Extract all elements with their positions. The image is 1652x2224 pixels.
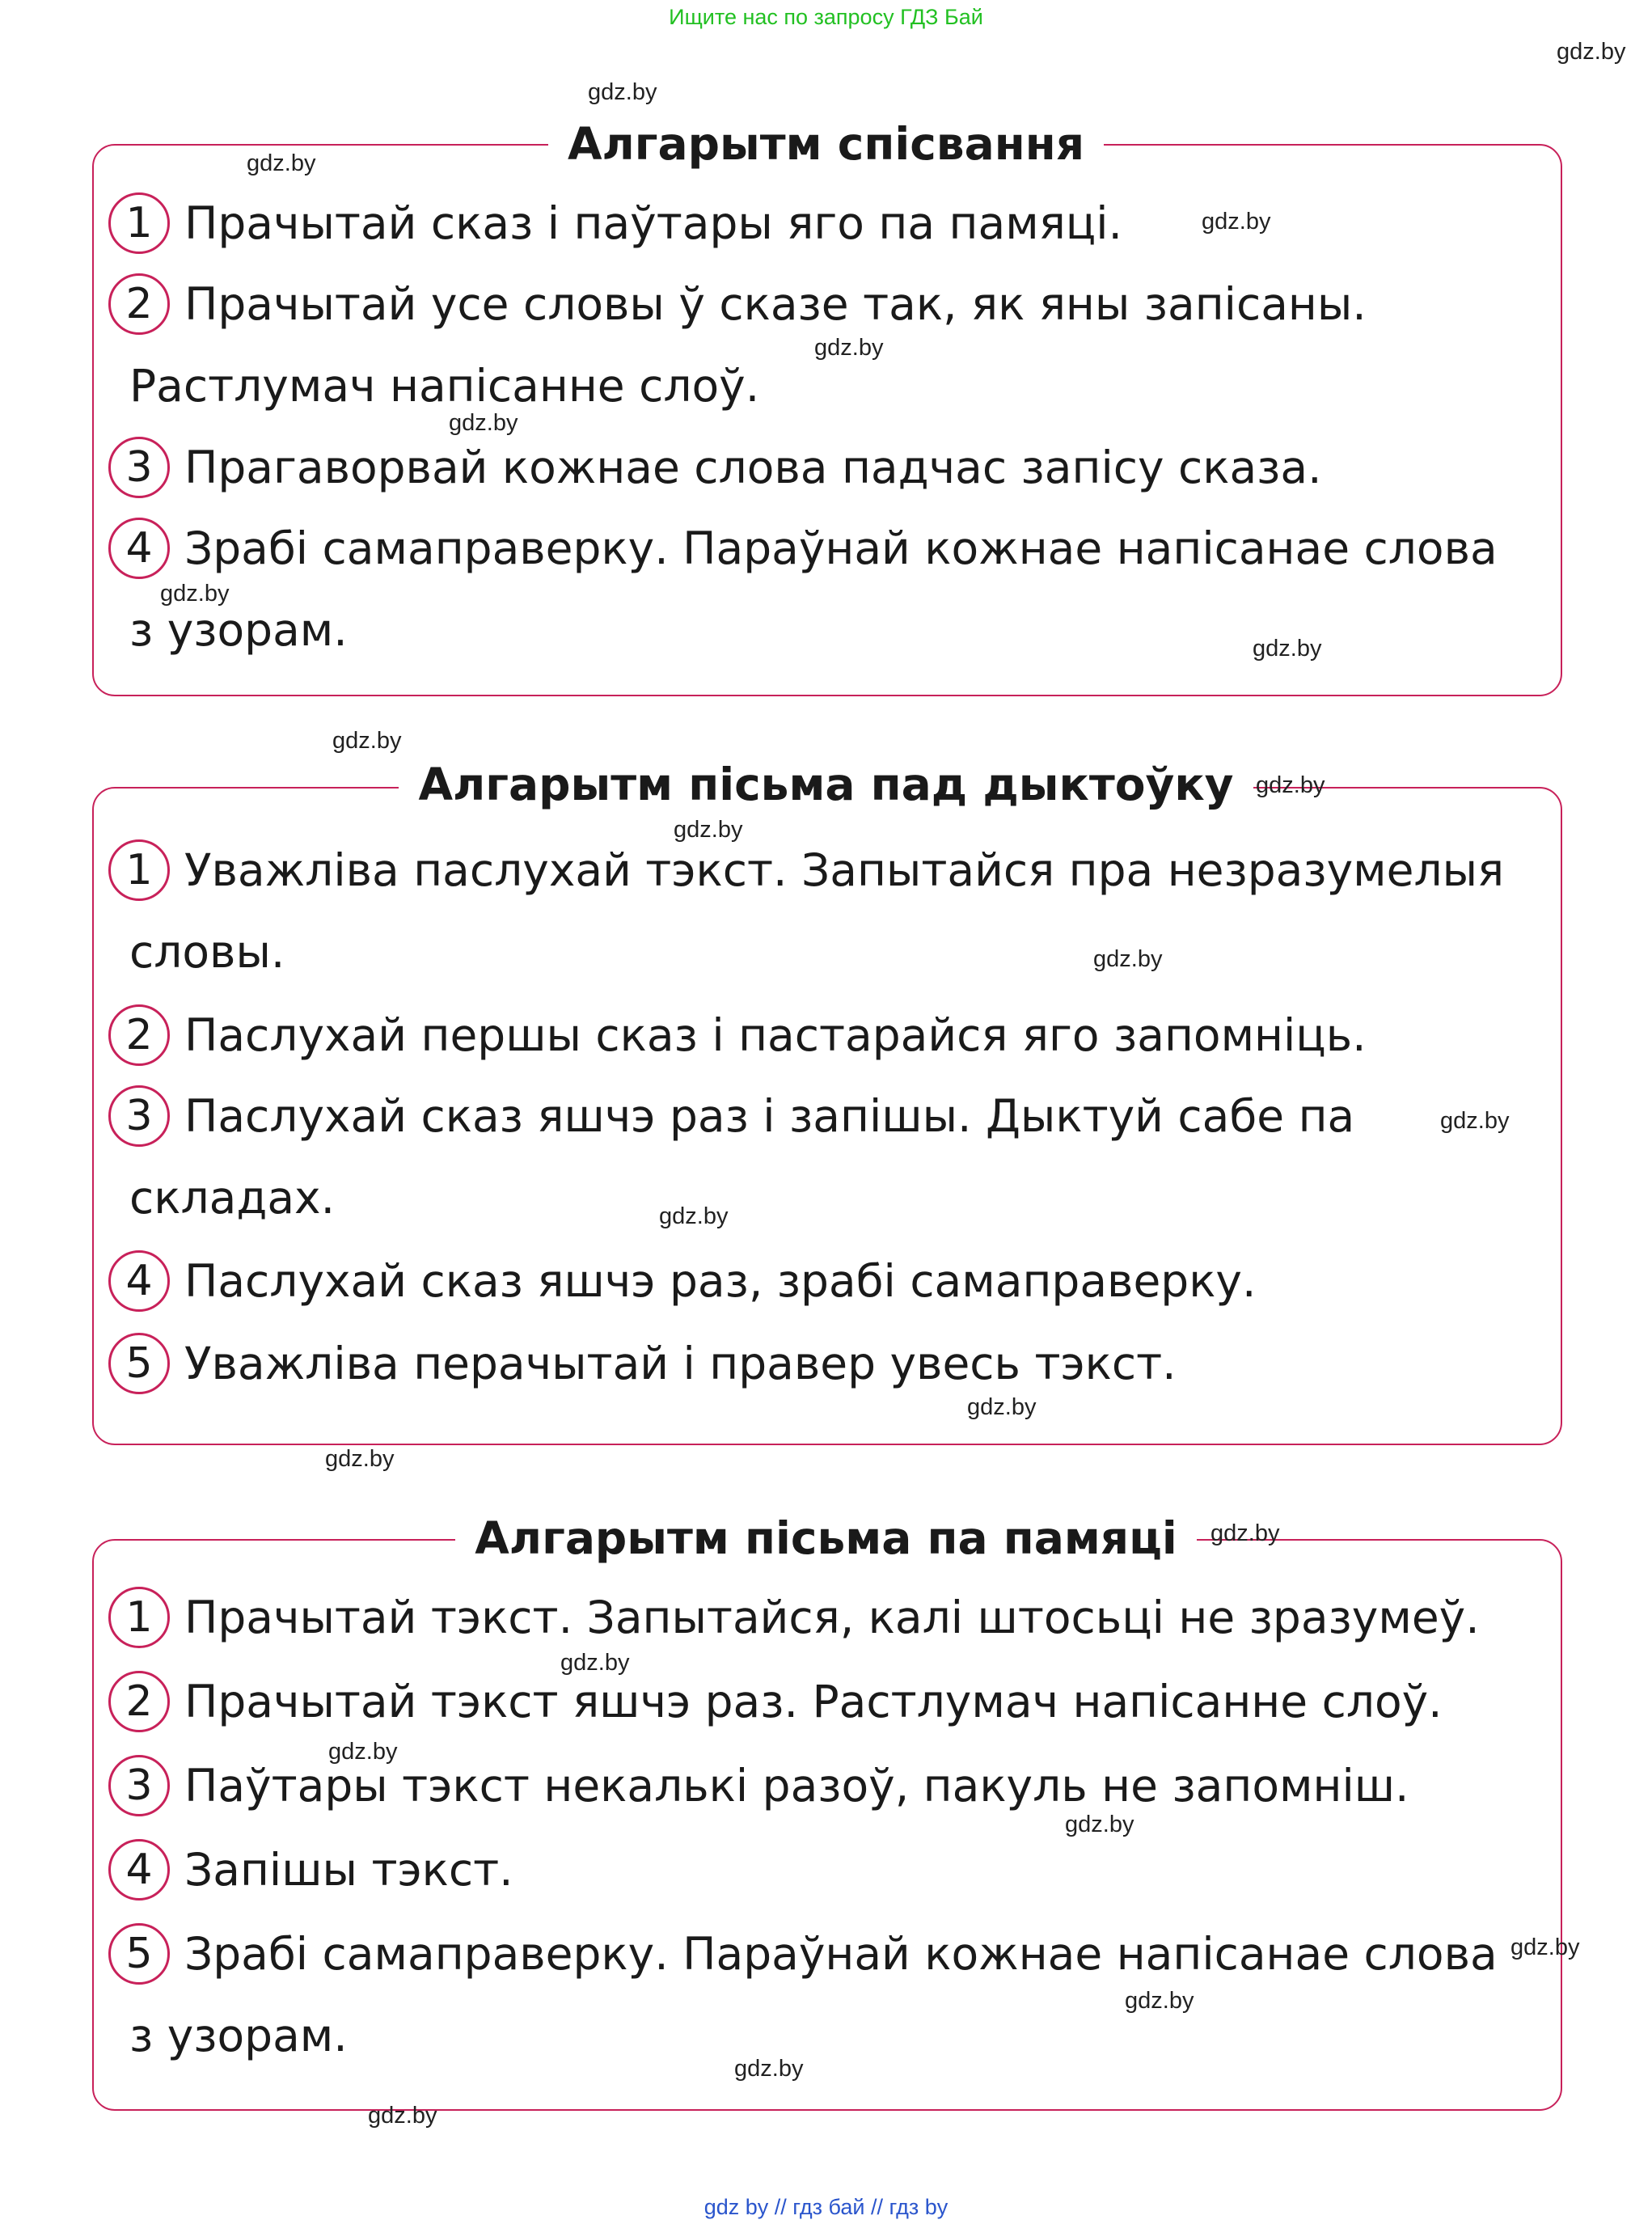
footer-links[interactable]: gdz by // гдз бай // гдз by	[703, 2195, 949, 2219]
watermark: gdz.by	[325, 1446, 395, 1472]
copying-step-1: 1 Прачытай сказ і паўтары яго па памяці.	[108, 183, 1499, 264]
memory-step-3: 3 Паўтары тэкст некалькі разоў, пакуль не запомніш.	[108, 1745, 1499, 1827]
copying-step-3: 3 Прагаворвай кожнае слова падчас запісу сказа.	[108, 427, 1499, 509]
watermark: gdz.by	[1093, 946, 1163, 972]
watermark: gdz.by	[1065, 1812, 1134, 1837]
step-number-badge: 5	[108, 1333, 170, 1394]
watermark: gdz.by	[734, 2056, 804, 2082]
step-number-badge: 4	[108, 518, 170, 579]
step-number-badge: 2	[108, 1671, 170, 1732]
memory-step-1: 1 Прачытай тэкст. Запытайся, калі штосьці не зразумеў.	[108, 1577, 1499, 1659]
section-copying-title: Алгарытм спісвання	[0, 115, 1652, 173]
watermark: gdz.by	[1125, 1988, 1194, 2014]
watermark: gdz.by	[674, 817, 743, 843]
dictation-step-1: 1 Уважліва паслухай тэкст. Запытайся пра незразумелыя словы.	[108, 830, 1499, 993]
watermark: gdz.by	[560, 1650, 630, 1676]
step-number-badge: 1	[108, 192, 170, 254]
watermark: gdz.by	[1210, 1520, 1280, 1546]
step-number-badge: 3	[108, 1755, 170, 1816]
watermark: gdz.by	[368, 2103, 437, 2129]
dictation-step-4: 4 Паслухай сказ яшчэ раз, зрабі самаправерку.	[108, 1241, 1499, 1322]
step-number-badge: 4	[108, 1250, 170, 1312]
step-number-badge: 3	[108, 437, 170, 498]
memory-step-5: 5 Зрабі самаправерку. Параўнай кожнае напісанае слова з узорам.	[108, 1913, 1499, 2077]
step-number-badge: 5	[108, 1923, 170, 1985]
watermark: gdz.by	[659, 1203, 729, 1229]
step-number-badge: 3	[108, 1085, 170, 1147]
watermark: gdz.by	[449, 410, 518, 436]
watermark: gdz.by	[328, 1739, 398, 1765]
watermark: gdz.by	[967, 1394, 1037, 1420]
copying-step-2: 2 Прачытай усе словы ў сказе так, як яны запісаны. Растлумач напісанне слоў.	[108, 264, 1499, 427]
watermark: gdz.by	[247, 150, 316, 176]
dictation-step-3: 3 Паслухай сказ яшчэ раз і запішы. Дыктуй сабе па складах.	[108, 1076, 1499, 1239]
section-dictation-title: Алгарытм пісьма пад дыктоўку	[0, 755, 1652, 814]
dictation-step-2: 2 Паслухай першы сказ і пастарайся яго запомніць.	[108, 995, 1499, 1076]
watermark: gdz.by	[1510, 1934, 1580, 1960]
watermark: gdz.by	[1253, 636, 1322, 662]
watermark: gdz.by	[332, 728, 402, 754]
step-number-badge: 1	[108, 839, 170, 901]
watermark: gdz.by	[588, 79, 657, 105]
step-number-badge: 2	[108, 273, 170, 335]
watermark: gdz.by	[814, 335, 884, 361]
watermark: gdz.by	[1202, 209, 1271, 235]
step-number-badge: 1	[108, 1587, 170, 1648]
memory-step-2: 2 Прачытай тэкст яшчэ раз. Растлумач напісанне слоў.	[108, 1661, 1499, 1743]
watermark: gdz.by	[1256, 772, 1325, 798]
step-number-badge: 4	[108, 1839, 170, 1901]
watermark: gdz.by	[1557, 39, 1626, 65]
copying-step-4: 4 Зрабі самаправерку. Параўнай кожнае напісанае слова з узорам.	[108, 508, 1499, 671]
section-memory-title: Алгарытм пісьма па памяці	[0, 1509, 1652, 1567]
watermark: gdz.by	[160, 581, 230, 607]
memory-step-4: 4 Запішы тэкст.	[108, 1829, 1499, 1911]
step-number-badge: 2	[108, 1004, 170, 1066]
dictation-step-5: 5 Уважліва перачытай і правер увесь тэкст.	[108, 1323, 1499, 1405]
watermark: gdz.by	[1440, 1108, 1510, 1134]
top-search-link[interactable]: Ищите нас по запросу ГДЗ Бай	[669, 5, 983, 29]
